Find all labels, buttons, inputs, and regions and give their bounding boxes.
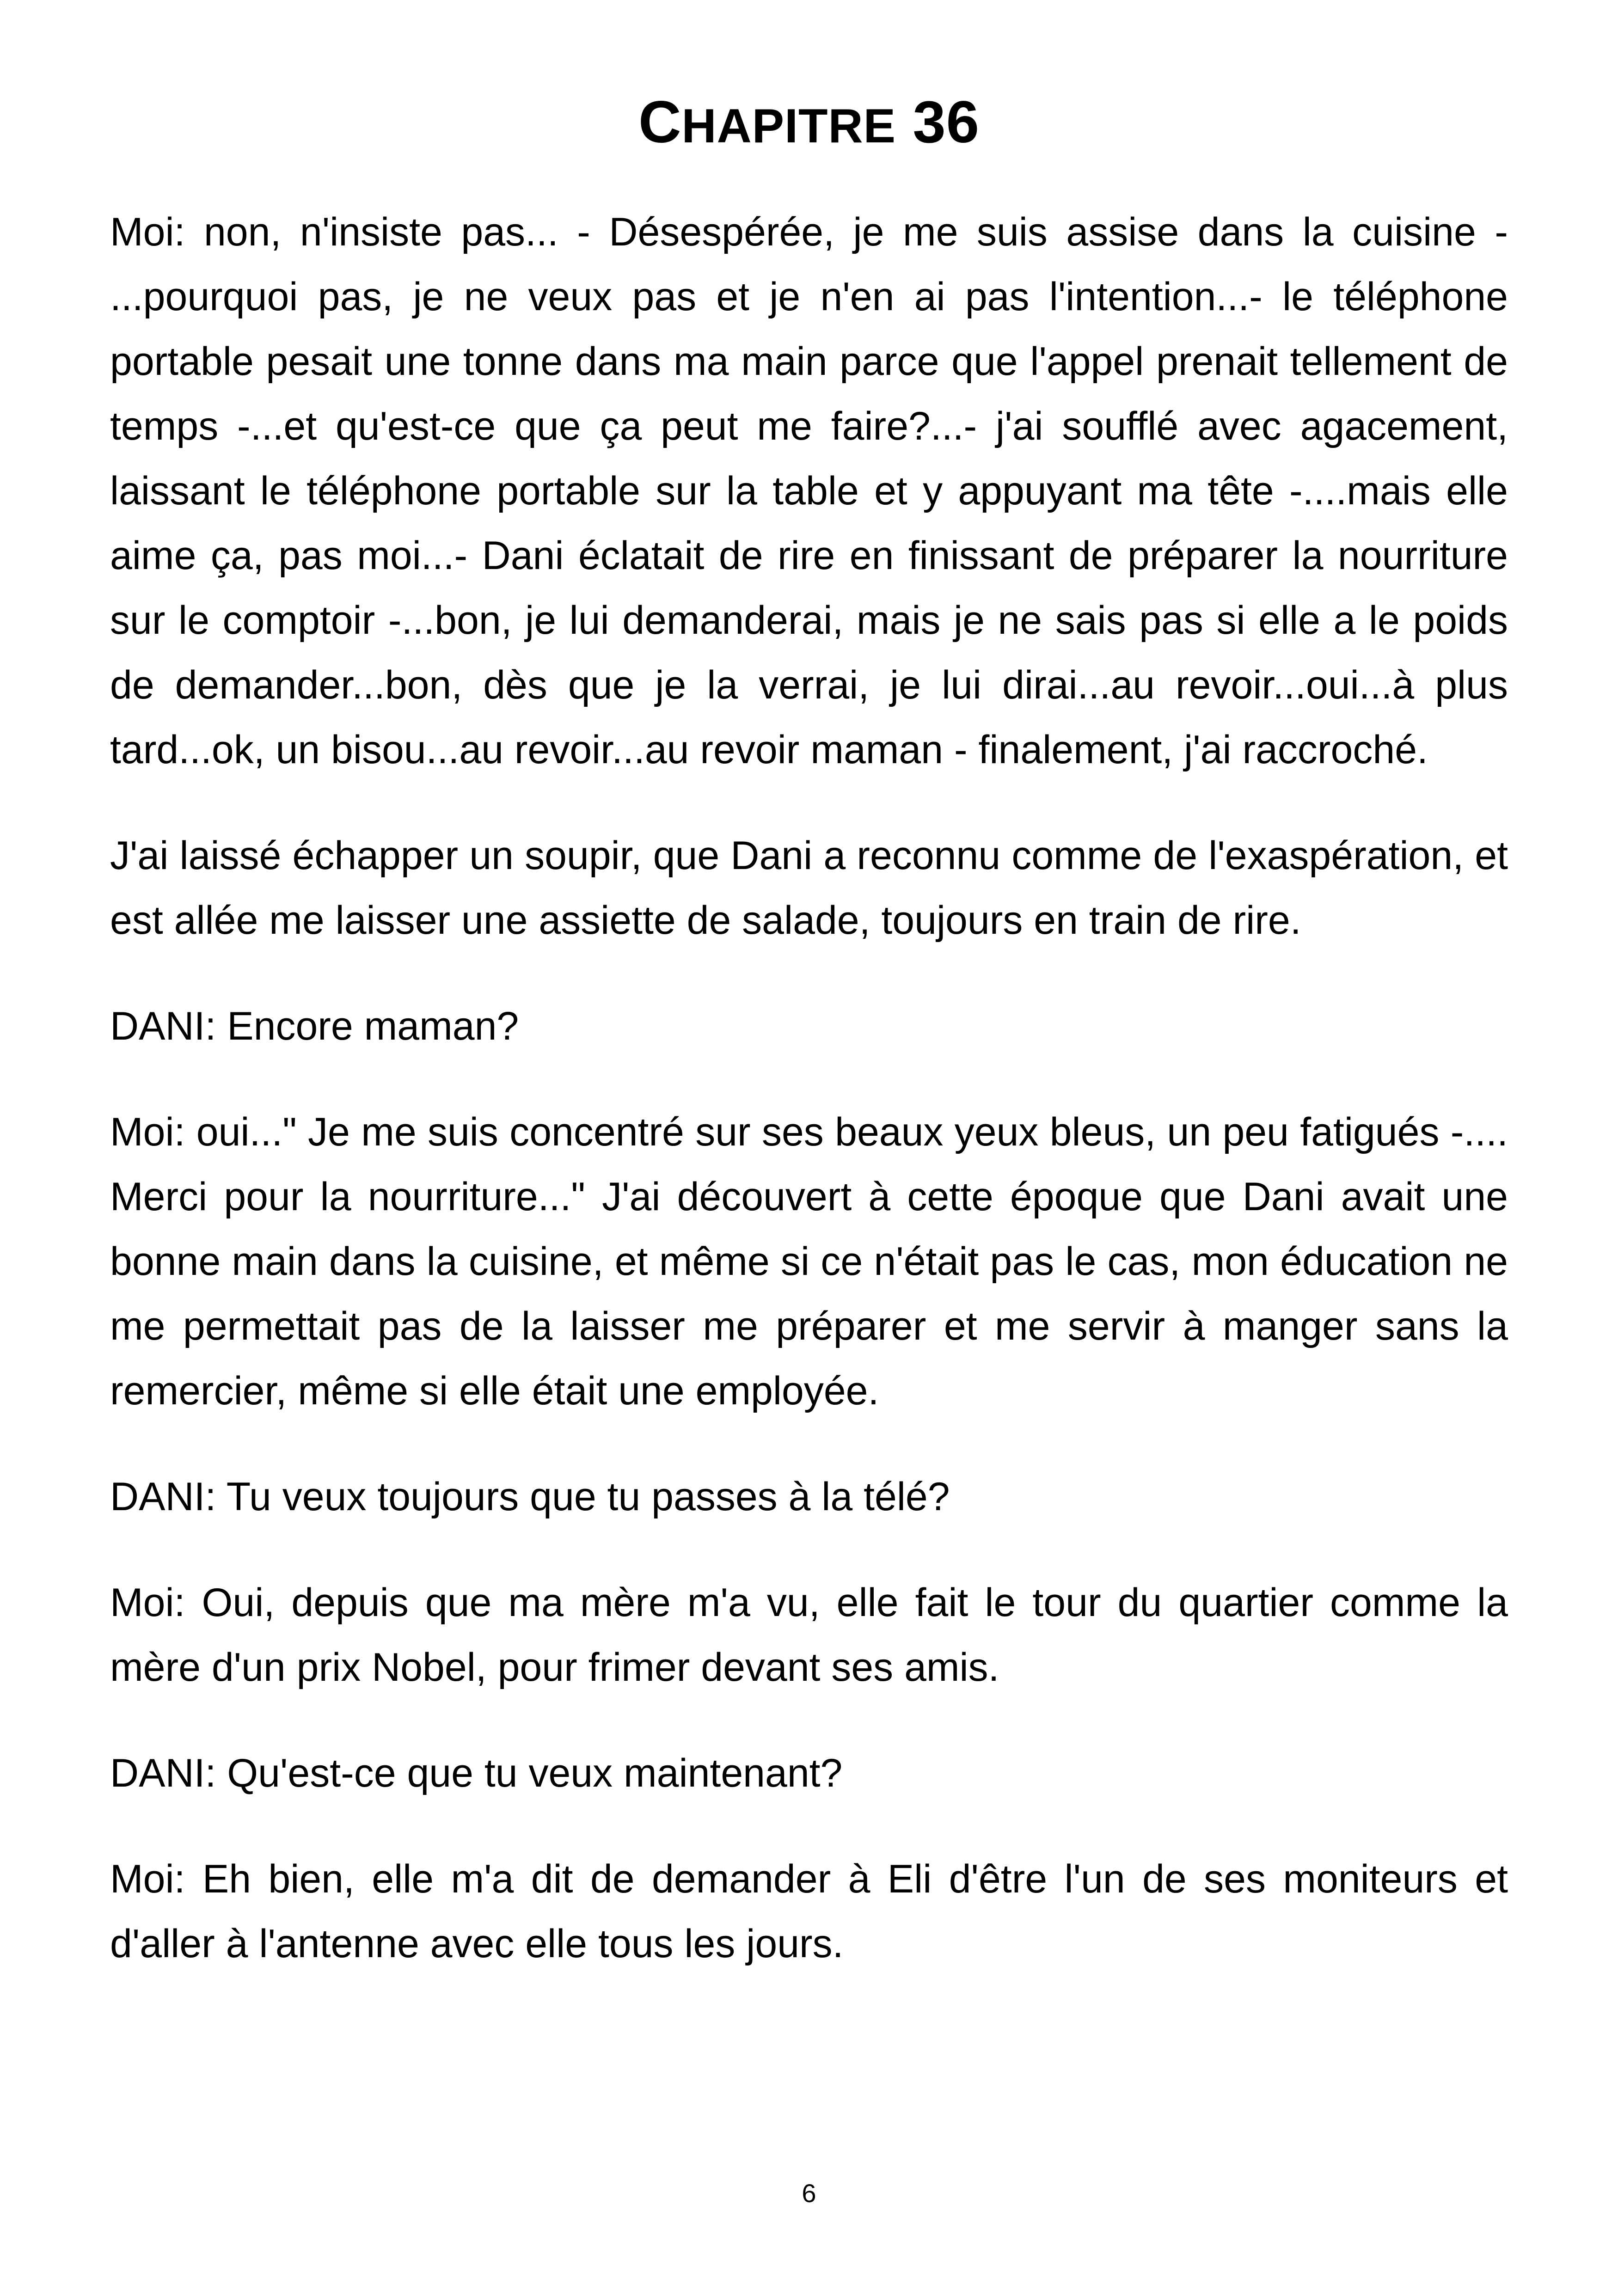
paragraph: Moi: non, n'insiste pas... - Désespérée, je me suis assise dans la cuisine - ...pourquoi pas, je ne veux pas et je n'en ai pas l'intention...- le téléphone portable pesait une tonne dans ma main parce que l'appel prenait tellement de temps -...et qu'est-ce que ça peut me faire?...- j'ai soufflé avec agacement, laissant le téléphone portable sur la table et y appuyant ma tête -....mais elle aime ça, pas moi...- Dani éclatait de rire en finissant de préparer la nourriture sur le comptoir -...bon, je lui demanderai, mais je ne sais pas si elle a le poids de demander...bon, dès que je la verrai, je lui dirai...au revoir...oui...à plus tard...ok, un bisou...au revoir...au revoir maman - finalement, j'ai raccroché. (110, 210, 1508, 772)
paragraph: Moi: Oui, depuis que ma mère m'a vu, elle fait le tour du quartier comme la mère d'un prix Nobel, pour frimer devant ses amis. (110, 1580, 1508, 1690)
chapter-title-initial: C (638, 89, 682, 155)
chapter-title (0, 83, 1618, 165)
chapter-title-word: HAPITRE (681, 99, 896, 153)
chapter-body (110, 200, 1508, 2017)
paragraph: DANI: Qu'est-ce que tu veux maintenant? (110, 1751, 843, 1795)
paragraph: J'ai laissé échapper un soupir, que Dani a reconnu comme de l'exaspération, et est allée me laisser une assiette de salade, toujours en train de rire. (110, 833, 1508, 943)
chapter-number: 36 (913, 89, 980, 155)
paragraph: Moi: oui..." Je me suis concentré sur ses beaux yeux bleus, un peu fatigués -.... Merci pour la nourriture..." J'ai découvert à cette époque que Dani avait une bonne main dans la cuisine, et même si ce n'était pas le cas, mon éducation ne me permettait pas de la laisser me préparer et me servir à manger sans la remercier, même si elle était une employée. (110, 1110, 1508, 1413)
paragraph: DANI: Encore maman? (110, 1004, 519, 1048)
paragraph: Moi: Eh bien, elle m'a dit de demander à Eli d'être l'un de ses moniteurs et d'aller à l'antenne avec elle tous les jours. (110, 1857, 1508, 1966)
paragraph: DANI: Tu veux toujours que tu passes à la télé? (110, 1475, 950, 1519)
page-number: 6 (802, 2179, 816, 2208)
